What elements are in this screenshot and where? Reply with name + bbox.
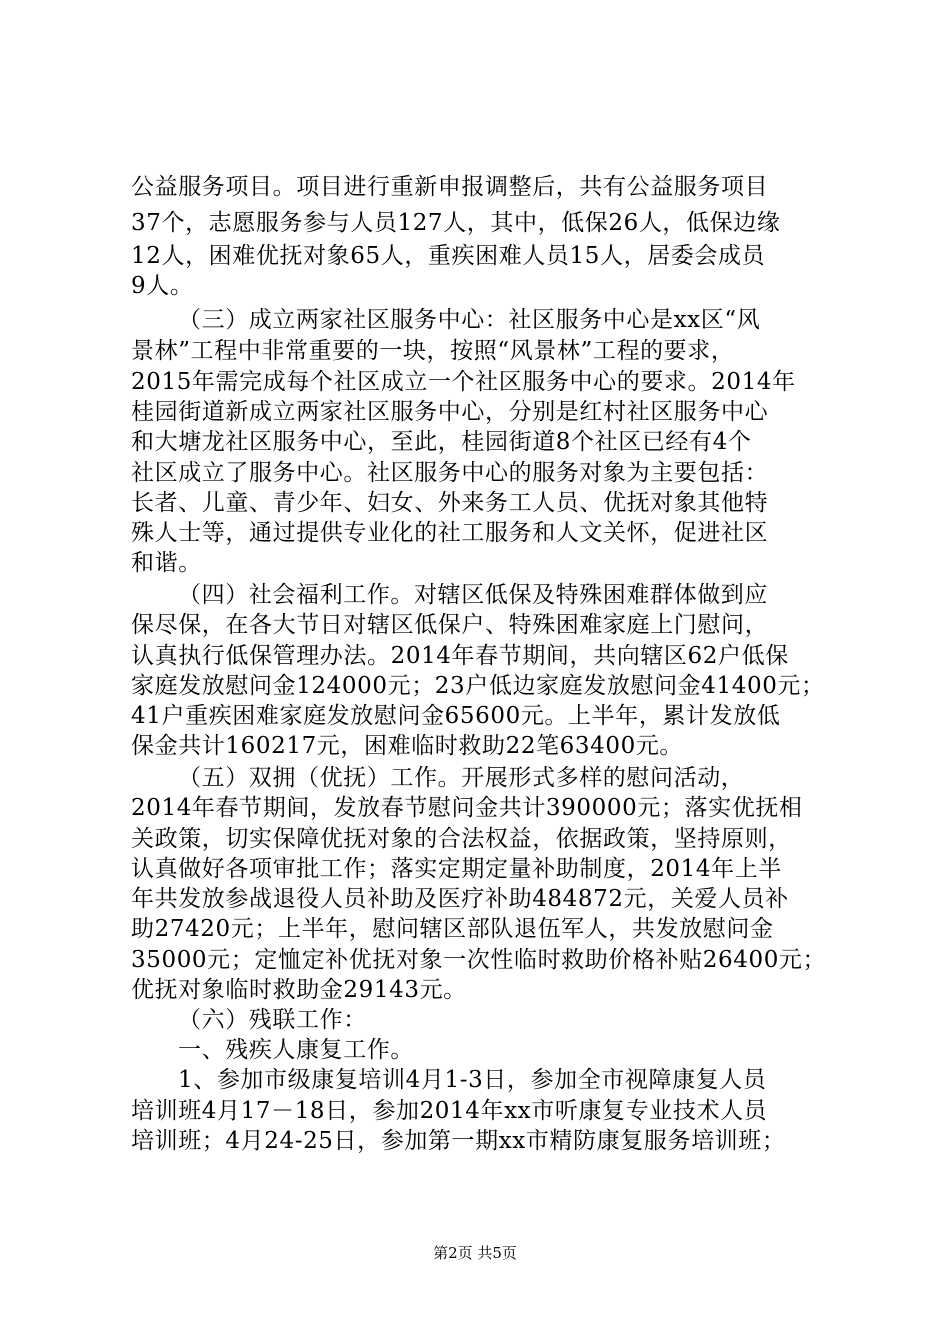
paragraph-line: 培训班4月17－18日，参加2014年xx市听康复专业技术人员 [131, 1098, 768, 1124]
paragraph-line: 和谐。 [131, 550, 202, 576]
paragraph-line: 公益服务项目。项目进行重新申报调整后，共有公益服务项目 [131, 174, 769, 200]
paragraph-line: 关政策，切实保障优抚对象的合法权益，依据政策，坚持原则， [131, 826, 792, 852]
paragraph-line: （三）成立两家社区服务中心：社区服务中心是xx区“风 [178, 307, 761, 333]
paragraph-line: 年共发放参战退役人员补助及医疗补助484872元，关爱人员补 [131, 886, 789, 912]
paragraph-line: 认真做好各项审批工作；落实定期定量补助制度，2014年上半 [131, 856, 782, 882]
paragraph-line: 和大塘龙社区服务中心，至此，桂园街道8个社区已经有4个 [131, 429, 752, 455]
paragraph-line: 保金共计160217元，困难临时救助22笔63400元。 [131, 733, 684, 759]
paragraph-line: 认真执行低保管理办法。2014年春节期间，共向辖区62户低保 [131, 643, 789, 669]
paragraph-line: 殊人士等，通过提供专业化的社工服务和人文关怀，促进社区 [131, 520, 769, 546]
paragraph-line: 9人。 [131, 273, 194, 299]
paragraph-line: 41户重疾困难家庭发放慰问金65600元。上半年，累计发放低 [131, 703, 781, 729]
paragraph-line: 桂园街道新成立两家社区服务中心，分别是红村社区服务中心 [131, 399, 769, 425]
paragraph-line: 37个，志愿服务参与人员127人，其中，低保26人，低保边缘 [131, 210, 781, 236]
paragraph-line: 12人，困难优抚对象65人，重疾困难人员15人，居委会成员 [131, 243, 766, 269]
paragraph-line: 家庭发放慰问金124000元；23户低边家庭发放慰问金41400元； [131, 673, 825, 699]
paragraph-line: 2015年需完成每个社区成立一个社区服务中心的要求。2014年 [131, 369, 796, 395]
paragraph-line: 35000元；定恤定补优抚对象一次性临时救助价格补贴26400元； [131, 947, 827, 973]
paragraph-line: 长者、儿童、青少年、妇女、外来务工人员、优抚对象其他特 [131, 490, 769, 516]
paragraph-line: 保尽保，在各大节日对辖区低保户、特殊困难家庭上门慰问， [131, 612, 769, 638]
paragraph-line: 助27420元；上半年，慰问辖区部队退伍军人，共发放慰问金 [131, 916, 774, 942]
paragraph-line: 一、残疾人康复工作。 [178, 1037, 414, 1063]
paragraph-line: 景林”工程中非常重要的一块，按照“风景林”工程的要求， [131, 338, 735, 364]
paragraph-line: （五）双拥（优抚）工作。开展形式多样的慰问活动， [178, 765, 745, 791]
paragraph-line: 2014年春节期间，发放春节慰问金共计390000元；落实优抚相 [131, 795, 803, 821]
paragraph-line: （六）残联工作： [178, 1007, 367, 1033]
page-footer: 第2页 共5页 [433, 1244, 517, 1262]
paragraph-line: 优抚对象临时救助金29143元。 [131, 977, 467, 1003]
paragraph-line: 培训班；4月24-25日，参加第一期xx市精防康复服务培训班； [131, 1128, 786, 1154]
paragraph-line: 1、参加市级康复培训4月1-3日，参加全市视障康复人员 [178, 1067, 767, 1093]
paragraph-line: 社区成立了服务中心。社区服务中心的服务对象为主要包括： [131, 460, 769, 486]
paragraph-line: （四）社会福利工作。对辖区低保及特殊困难群体做到应 [178, 582, 768, 608]
